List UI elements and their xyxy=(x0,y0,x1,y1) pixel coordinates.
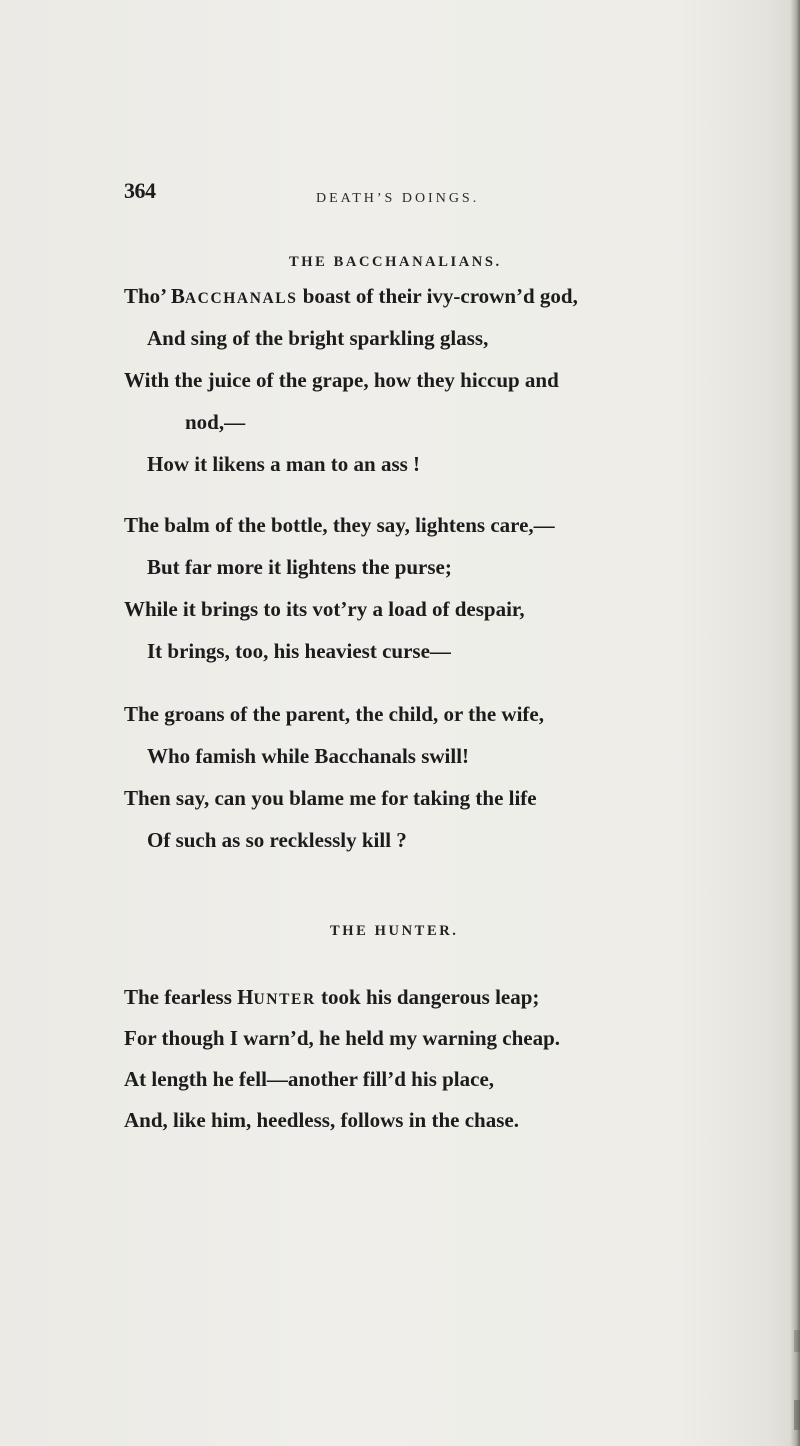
poem-title: THE BACCHANALIANS. xyxy=(289,254,502,270)
verse-line: The fearless HUNTER took his dangerous leap; xyxy=(124,985,540,1009)
verse-line: Who famish while Bacchanals swill! xyxy=(147,744,470,768)
verse-line: Tho’ BACCHANALS boast of their ivy-crown’d god, xyxy=(124,284,578,308)
verse-line: How it likens a man to an ass ! xyxy=(147,452,421,476)
running-title: DEATH’S DOINGS. xyxy=(316,191,480,206)
verse-line: For though I warn’d, he held my warning cheap. xyxy=(124,1026,560,1050)
verse-line: And sing of the bright sparkling glass, xyxy=(147,326,489,350)
verse-line: nod,— xyxy=(185,410,246,434)
page-edge-shadow xyxy=(790,0,800,1446)
verse-line: At length he fell—another fill’d his place, xyxy=(124,1067,495,1091)
verse-line: Of such as so recklessly kill ? xyxy=(147,828,407,852)
page-edge-mark xyxy=(794,1400,800,1430)
verse-line: Then say, can you blame me for taking the life xyxy=(124,786,537,810)
poem-title: THE HUNTER. xyxy=(330,923,459,939)
verse-line: While it brings to its vot’ry a load of despair, xyxy=(124,597,525,621)
verse-line: It brings, too, his heaviest curse— xyxy=(147,639,451,663)
page-edge-mark xyxy=(794,1330,800,1352)
verse-line: With the juice of the grape, how they hiccup and xyxy=(124,368,559,392)
verse-line: The groans of the parent, the child, or the wife, xyxy=(124,702,544,726)
verse-line: And, like him, heedless, follows in the chase. xyxy=(124,1108,519,1132)
verse-line: But far more it lightens the purse; xyxy=(147,555,452,579)
page-number: 364 xyxy=(124,178,156,203)
verse-line: The balm of the bottle, they say, lightens care,— xyxy=(124,513,555,537)
